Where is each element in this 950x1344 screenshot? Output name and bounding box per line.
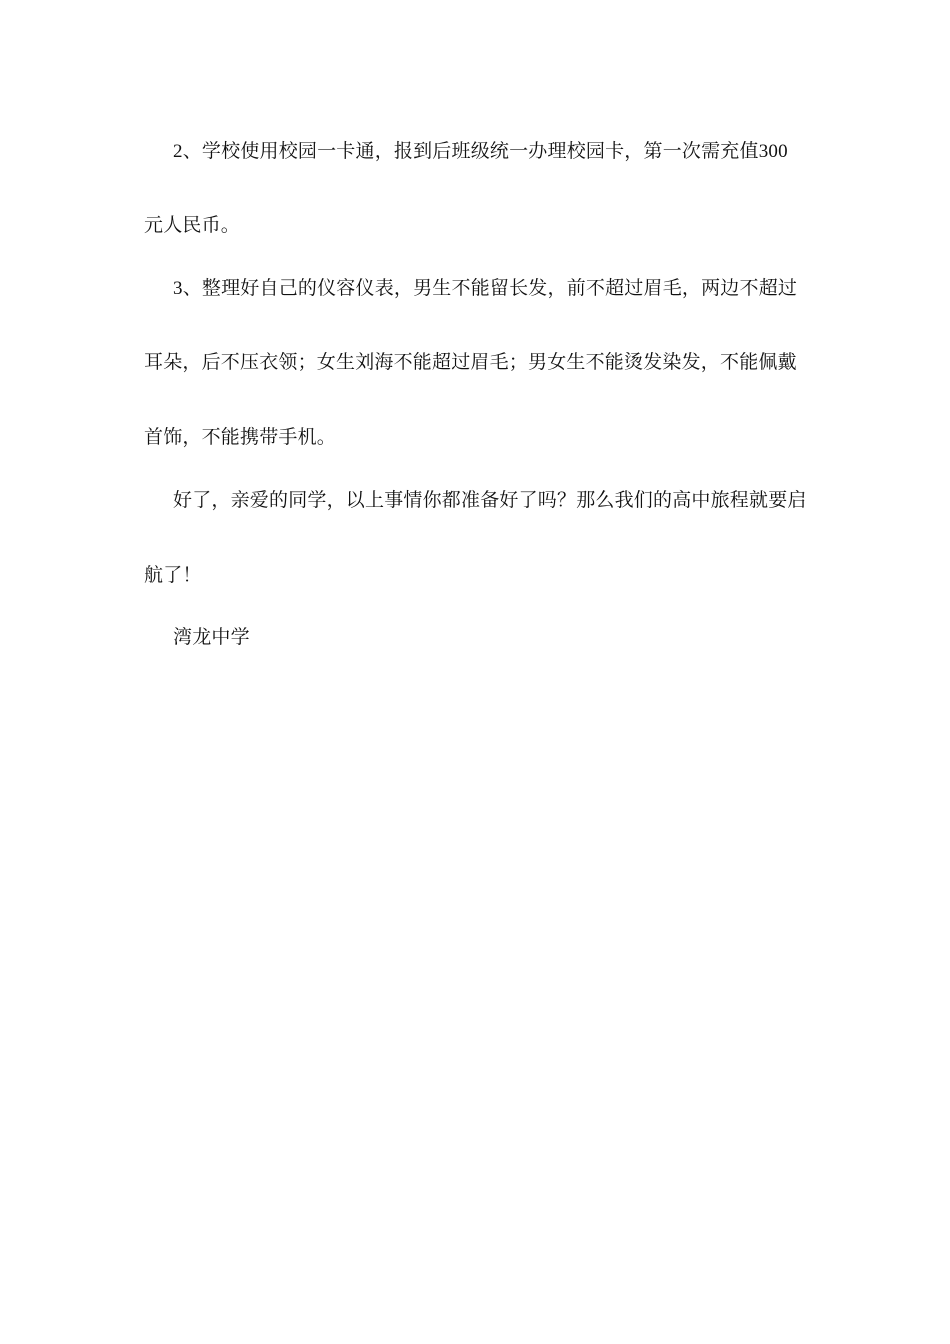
closing-paragraph-line-2: 航了！ xyxy=(144,564,202,586)
signature-school-name: 湾龙中学 xyxy=(173,626,250,648)
closing-paragraph-line-1: 好了，亲爱的同学，以上事情你都准备好了吗？那么我们的高中旅程就要启 xyxy=(173,489,807,511)
item-2-text: 、学校使用校园一卡通，报到后班级统一办理校园卡，第一次需充值 xyxy=(182,140,759,162)
item-number-3: 3 xyxy=(173,278,183,299)
paragraph-item-2-line-2: 元人民币。 xyxy=(144,214,241,236)
paragraph-item-3-line-3: 首饰，不能携带手机。 xyxy=(144,426,337,448)
paragraph-item-3-line-2: 耳朵，后不压衣领；女生刘海不能超过眉毛；男女生不能烫发染发，不能佩戴 xyxy=(144,351,797,373)
paragraph-item-3-line-1 xyxy=(173,276,797,301)
amount-300: 300 xyxy=(758,141,788,162)
item-3-text: 、整理好自己的仪容仪表，男生不能留长发，前不超过眉毛，两边不超过 xyxy=(182,277,798,299)
item-number-2: 2 xyxy=(173,141,183,162)
paragraph-item-2-line-1 xyxy=(173,139,788,164)
